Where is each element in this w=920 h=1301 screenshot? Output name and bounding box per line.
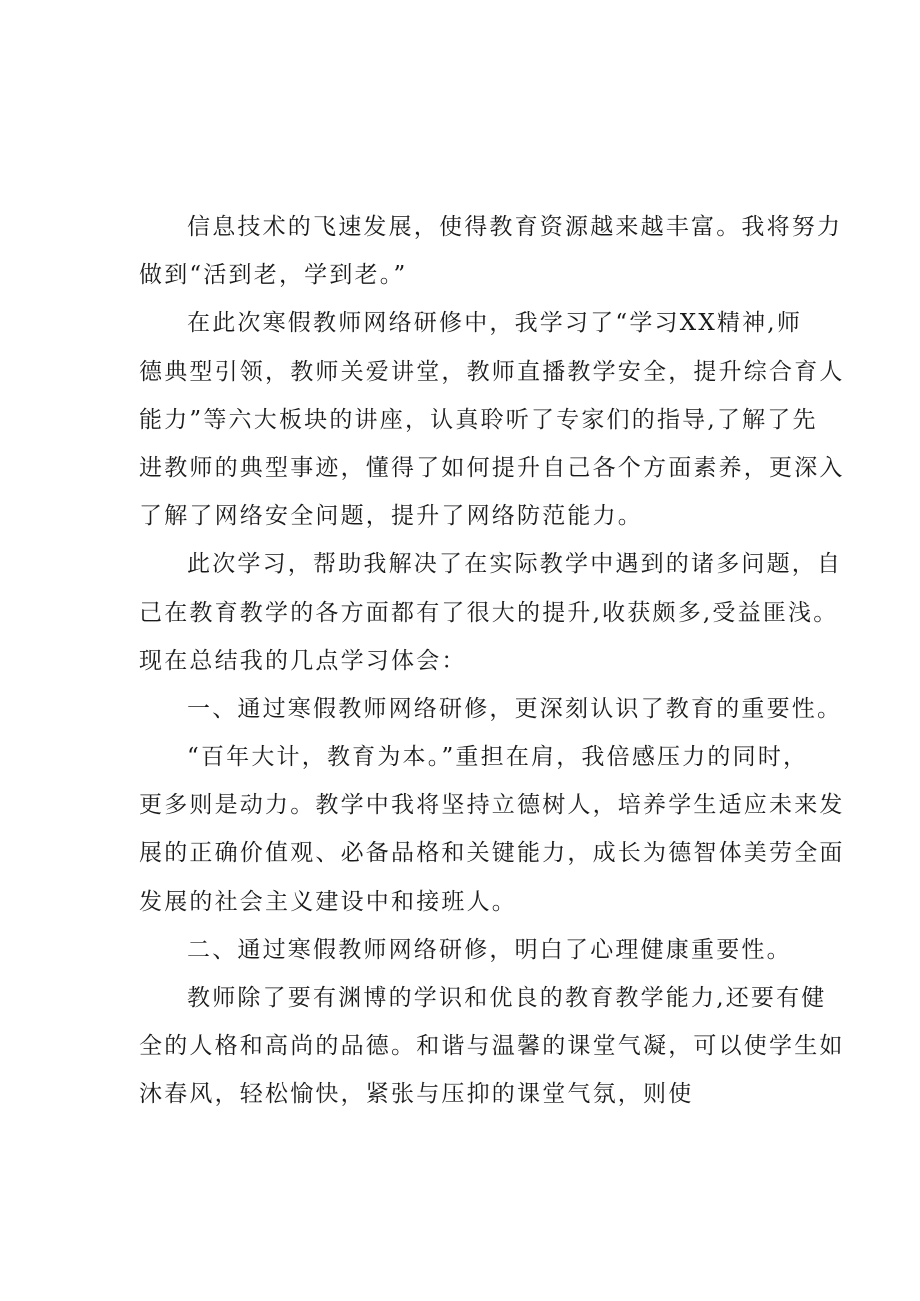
body-text bbox=[139, 203, 845, 1119]
text-line: 展的正确价值观、必备品格和关键能力，成长为德智体美劳全面 bbox=[139, 840, 845, 867]
text-line: 更多则是动力。教学中我将坚持立德树人，培养学生适应未来发 bbox=[139, 792, 845, 819]
text-line: 此次学习，帮助我解决了在实际教学中遇到的诸多问题，自 bbox=[187, 551, 843, 578]
text-line: 进教师的典型事迹，懂得了如何提升自己各个方面素养，更深入 bbox=[139, 454, 845, 481]
text-line: “百年大计，教育为本。”重担在肩，我倍感压力的同时， bbox=[187, 744, 809, 771]
text-line: 发展的社会主义建设中和接班人。 bbox=[139, 888, 517, 915]
text-line: 二、通过寒假教师网络研修，明白了心理健康重要性。 bbox=[187, 936, 792, 963]
text-line: 教师除了要有渊博的学识和优良的教育教学能力,还要有健 bbox=[187, 985, 827, 1011]
text-line: 沐春风，轻松愉快，紧张与压抑的课堂气氛，则使 bbox=[139, 1081, 694, 1108]
text-line: 在此次寒假教师网络研修中，我学习了“学习XX精神,师 bbox=[187, 310, 803, 337]
text-line: 己在教育教学的各方面都有了很大的提升,收获颇多,受益匪浅。 bbox=[139, 599, 839, 626]
text-line: 信息技术的飞速发展，使得教育资源越来越丰富。我将努力 bbox=[187, 214, 843, 240]
text-line: 一、通过寒假教师网络研修，更深刻认识了教育的重要性。 bbox=[187, 695, 843, 722]
text-line: 现在总结我的几点学习体会： bbox=[139, 647, 467, 674]
text-line: 德典型引领，教师关爱讲堂，教师直播教学安全，提升综合育人 bbox=[139, 358, 845, 385]
text-line: 了解了网络安全问题，提升了网络防范能力。 bbox=[139, 503, 643, 530]
text-line: 做到“活到老，学到老。” bbox=[139, 262, 408, 289]
text-line: 能力”等六大板块的讲座，认真聆听了专家们的指导,了解了先 bbox=[139, 406, 818, 433]
text-line: 全的人格和高尚的品德。和谐与温馨的课堂气凝，可以使学生如 bbox=[139, 1033, 845, 1060]
